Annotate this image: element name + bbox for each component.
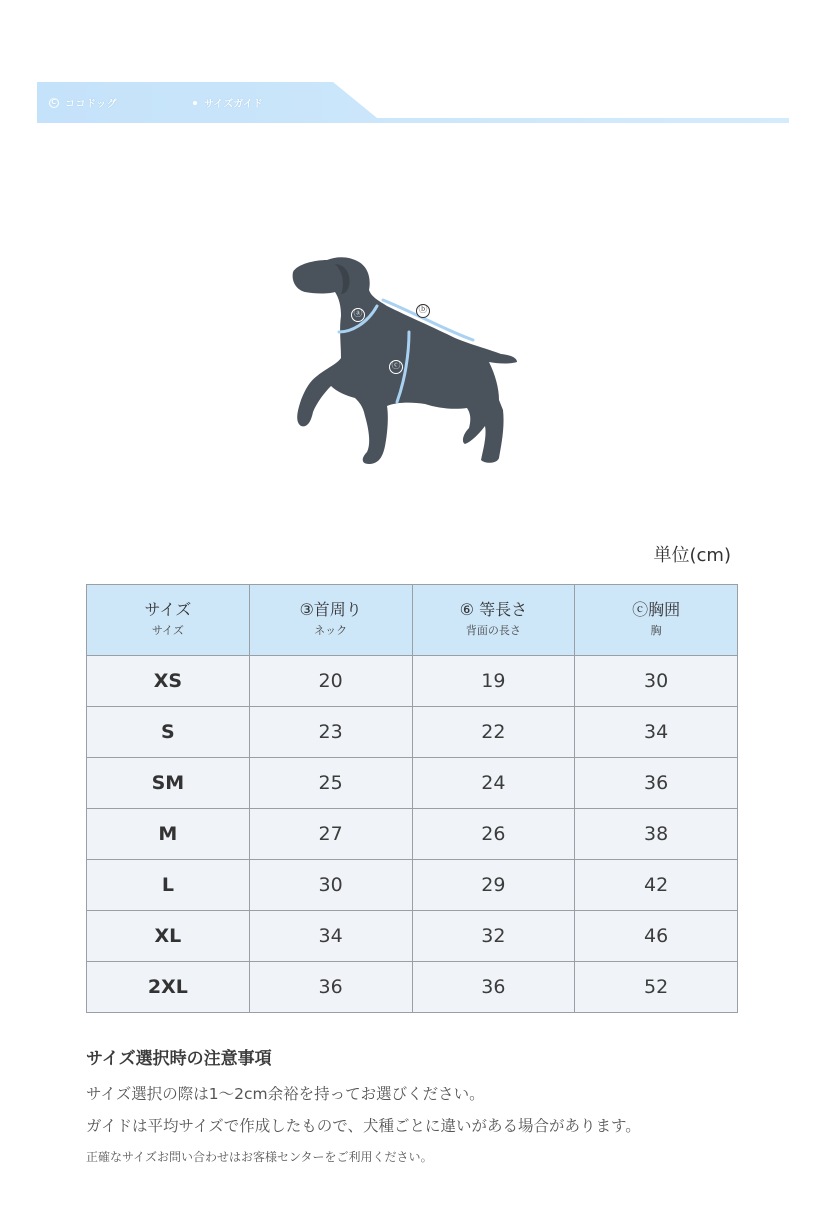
header-back-length: [412, 585, 575, 656]
size-table: [86, 584, 738, 1013]
breadcrumb: [193, 95, 263, 110]
header-main: ⑥ 等長さ: [459, 600, 528, 619]
header-sub: サイズ: [151, 624, 184, 637]
table-row: [87, 809, 738, 860]
breadcrumb-current: サイズガイド: [204, 99, 263, 110]
dog-measurement-figure: [285, 250, 530, 475]
chest-cell: 42: [575, 860, 738, 911]
size-cell: XL: [87, 911, 250, 962]
table-header-row: [87, 585, 738, 656]
header-neck: [249, 585, 412, 656]
table-row: [87, 911, 738, 962]
neck-cell: 23: [249, 707, 412, 758]
back-cell: 36: [412, 962, 575, 1013]
table-row: [87, 860, 738, 911]
note-small: 正確なサイズお問い合わせはお客様センターをご利用ください。: [86, 1150, 433, 1164]
notes-title: サイズ選択時の注意事項: [86, 1049, 272, 1069]
size-cell: S: [87, 707, 250, 758]
size-cell: 2XL: [87, 962, 250, 1013]
table-row: [87, 707, 738, 758]
header-sub: 背面の長さ: [465, 624, 521, 637]
brand-mark-icon: C: [49, 98, 59, 108]
unit-label: 単位(cm): [653, 545, 731, 566]
brand-name: ココドッグ: [65, 99, 118, 110]
table-row: [87, 656, 738, 707]
neck-cell: 20: [249, 656, 412, 707]
size-cell: SM: [87, 758, 250, 809]
back-cell: 22: [412, 707, 575, 758]
back-cell: 24: [412, 758, 575, 809]
table-row: [87, 758, 738, 809]
size-cell: M: [87, 809, 250, 860]
back-cell: 19: [412, 656, 575, 707]
brand-logo: [49, 95, 117, 110]
header-main: ⓒ胸囲: [632, 600, 681, 619]
chest-cell: 34: [575, 707, 738, 758]
neck-cell: 34: [249, 911, 412, 962]
chest-cell: 46: [575, 911, 738, 962]
banner-shape: [37, 82, 789, 126]
chest-cell: 30: [575, 656, 738, 707]
header-main: ③首周り: [299, 600, 362, 619]
note-line: ガイドは平均サイズで作成したもので、犬種ごとに違いがある場合があります。: [86, 1117, 641, 1135]
header-banner: [37, 82, 789, 126]
header-size: [87, 585, 250, 656]
neck-cell: 36: [249, 962, 412, 1013]
neck-cell: 30: [249, 860, 412, 911]
note-line: サイズ選択の際は1〜2cm余裕を持ってお選びください。: [86, 1085, 485, 1103]
header-sub: 胸: [650, 624, 662, 637]
size-cell: XS: [87, 656, 250, 707]
back-cell: 32: [412, 911, 575, 962]
header-main: サイズ: [144, 600, 192, 619]
neck-cell: 25: [249, 758, 412, 809]
size-cell: L: [87, 860, 250, 911]
neck-marker-a: ⓐ: [351, 308, 365, 322]
back-cell: 26: [412, 809, 575, 860]
back-marker-b: ⓑ: [416, 304, 430, 318]
dog-silhouette-icon: [285, 250, 530, 475]
chest-cell: 36: [575, 758, 738, 809]
neck-cell: 27: [249, 809, 412, 860]
back-cell: 29: [412, 860, 575, 911]
bullet-icon: [193, 101, 197, 105]
chest-cell: 52: [575, 962, 738, 1013]
chest-marker-c: ⓒ: [389, 360, 403, 374]
header-chest: [575, 585, 738, 656]
header-sub: ネック: [314, 624, 348, 637]
table-row: [87, 962, 738, 1013]
notes-section: [86, 1048, 786, 1166]
chest-cell: 38: [575, 809, 738, 860]
